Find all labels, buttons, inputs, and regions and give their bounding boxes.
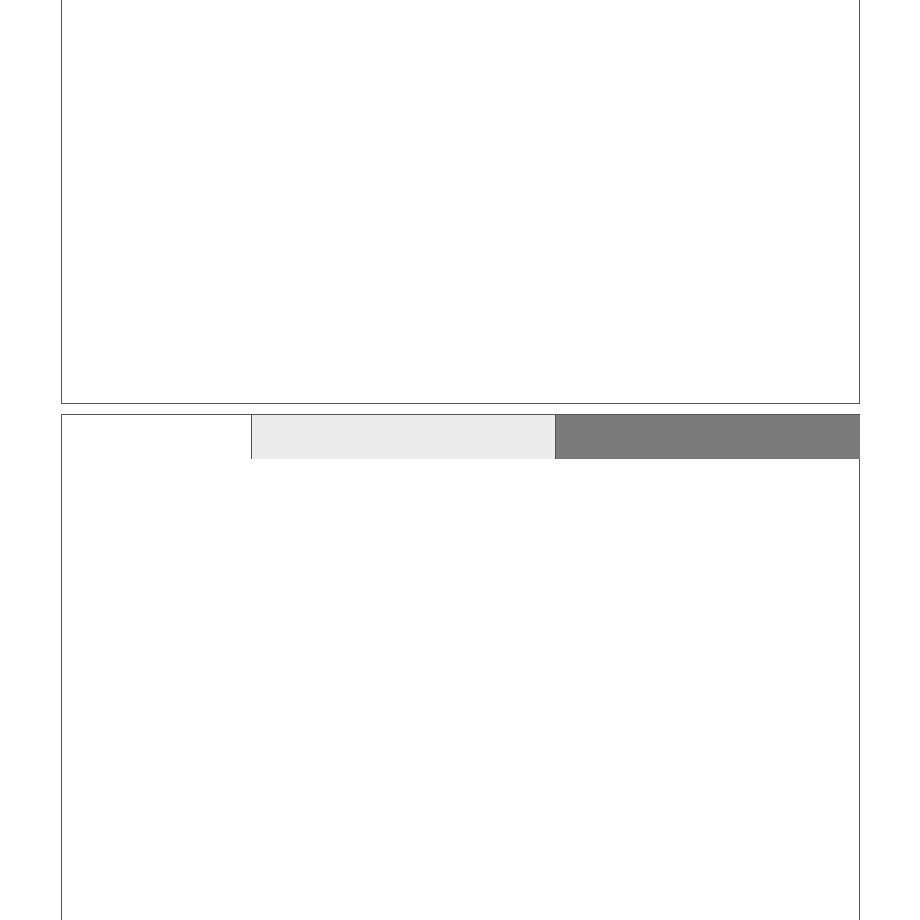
seasonal-impression-table xyxy=(61,0,860,404)
good-change-header xyxy=(252,415,556,459)
bad-change-header xyxy=(556,415,860,459)
color-change-table xyxy=(61,414,860,920)
header-empty-cell xyxy=(62,415,252,459)
